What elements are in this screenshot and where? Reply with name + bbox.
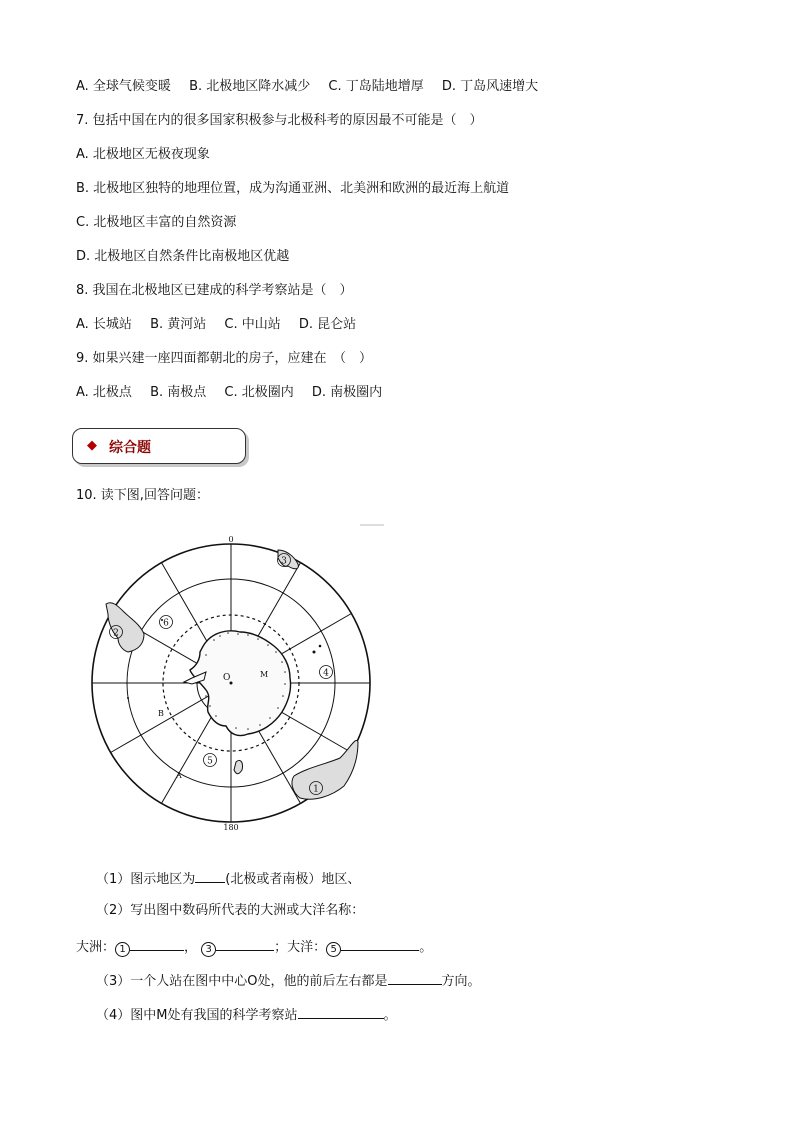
q10-ocean-label: ；大洋：: [274, 940, 327, 955]
diamond-icon: ◆: [87, 438, 97, 453]
australia-landmass: [292, 740, 358, 799]
q9-options: [76, 384, 382, 402]
map-label-top: 0: [228, 535, 234, 544]
antarctica-continent: [190, 631, 291, 736]
label-m: M: [260, 670, 269, 679]
map-center-label: O: [223, 673, 231, 683]
q8-option-b: B. 黄河站: [150, 317, 207, 332]
q8-stem: 8. 我国在北极地区已建成的科学考察站是（ ）: [76, 283, 353, 298]
new-zealand-landmass: [234, 760, 243, 773]
q10-blank-1[interactable]: [130, 936, 184, 951]
q10-comma: ，: [184, 940, 198, 955]
label-4: [320, 666, 333, 679]
q10-sub1-blank[interactable]: [195, 868, 225, 883]
circled-number-5: 5: [326, 942, 341, 957]
q9-option-c: C. 北极圈内: [224, 385, 294, 400]
q10-sub2-answers: [76, 936, 432, 957]
q10-prompt: 10. 读下图,回答问题：: [76, 488, 209, 503]
q10-continent-label: 大洲：: [76, 940, 116, 955]
q10-sub3: [96, 970, 481, 991]
q7-option-c: C. 北极地区丰富的自然资源: [76, 215, 237, 230]
q10-sub4-suffix: 。: [383, 1008, 397, 1023]
svg-text:2: 2: [113, 628, 119, 639]
q6-option-b: B. 北极地区降水减少: [189, 79, 311, 94]
section-header: [72, 428, 246, 464]
q8-option-c: C. 中山站: [224, 317, 281, 332]
q7-option-a: A. 北极地区无极夜现象: [76, 147, 210, 162]
q10-sub1-suffix: (北极或者南极）地区、: [225, 872, 361, 887]
q10-sub3-prefix: （3）一个人站在图中中心O处，他的前后左右都是: [96, 974, 388, 989]
south-pole-map: [88, 520, 388, 832]
q7-stem: 7. 包括中国在内的很多国家积极参与北极科考的原因最不可能是（ ）: [76, 113, 483, 128]
map-label-bottom: 180: [223, 823, 239, 832]
label-5: [204, 754, 217, 767]
q6-option-d: D. 丁岛风速增大: [441, 79, 539, 94]
svg-text:3: 3: [281, 556, 287, 567]
q9-option-d: D. 南极圈内: [311, 385, 383, 400]
q8-option-d: D. 昆仑站: [298, 317, 357, 332]
svg-text:5: 5: [207, 756, 213, 767]
q10-sub3-blank[interactable]: [388, 970, 442, 985]
svg-text:6: 6: [163, 618, 169, 629]
q10-blank-5[interactable]: [341, 936, 419, 951]
circled-number-1: 1: [115, 942, 130, 957]
svg-text:1: 1: [313, 784, 319, 795]
label-6: [160, 616, 173, 629]
q10-blank-3[interactable]: [216, 936, 274, 951]
q10-sub4-blank[interactable]: [298, 1004, 384, 1019]
svg-text:4: 4: [323, 668, 329, 679]
q8-options: [76, 316, 356, 334]
q10-sub2: （2）写出图中数码所代表的大洲或大洋名称：: [96, 903, 365, 918]
q10-sub4-prefix: （4）图中M处有我国的科学考察站: [96, 1008, 298, 1023]
section-title: 综合题: [109, 440, 151, 456]
q9-option-b: B. 南极点: [150, 385, 207, 400]
q7-option-d: D. 北极地区自然条件比南极地区优越: [76, 249, 290, 264]
q7-option-b: B. 北极地区独特的地理位置，成为沟通亚洲、北美洲和欧洲的最近海上航道: [76, 181, 510, 196]
q10-sub1-prefix: （1）图示地区为: [96, 872, 196, 887]
q10-sub2-end: 。: [419, 940, 433, 955]
q9-option-a: A. 北极点: [76, 385, 132, 400]
q6-options: [76, 78, 538, 96]
circled-number-3: 3: [201, 942, 216, 957]
q8-option-a: A. 长城站: [76, 317, 132, 332]
q6-option-c: C. 丁岛陆地增厚: [328, 79, 424, 94]
label-b: B: [158, 709, 164, 718]
q6-option-a: A. 全球气候变暖: [76, 79, 171, 94]
q10-sub1: [96, 868, 360, 889]
q10-sub3-suffix: 方向。: [441, 974, 481, 989]
label-a: A: [176, 771, 182, 780]
q10-sub4: [96, 1004, 397, 1025]
q9-stem: 9. 如果兴建一座四面都朝北的房子，应建在 （ ）: [76, 351, 373, 366]
